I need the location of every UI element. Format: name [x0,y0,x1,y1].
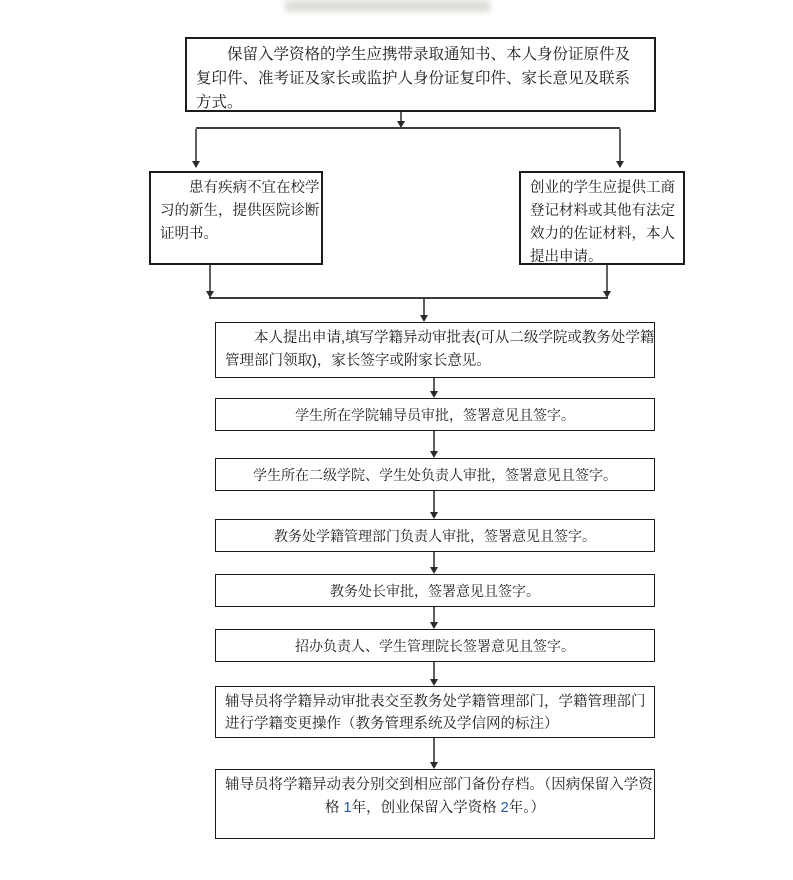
text-segment: 年，创业保留入学资格 [351,800,501,816]
box-dean-approval [215,574,655,607]
connector-line [433,431,435,451]
text-line: 教务处长审批，签署意见且签字。 [330,582,540,599]
text-line: 证明书。 [160,226,218,242]
connector-line [423,299,425,315]
text-line: 学生所在学院辅导员审批，签署意见且签字。 [295,406,575,423]
connector-line [619,129,621,161]
text-line [225,797,645,820]
arrowhead-icon [430,512,438,519]
connector-line [196,127,620,129]
connector-line [195,129,197,161]
box-status-change-operation [215,686,655,738]
box-admissions-sign [215,629,655,662]
connector-line [433,491,435,512]
text-line: 习的新生，提供医院诊断 [160,203,320,219]
box-college-approval [215,458,655,491]
arrowhead-icon [192,161,200,168]
arrowhead-icon [430,391,438,398]
text-segment: 年。） [508,800,545,816]
text-line: 学生所在二级学院、学生处负责人审批，签署意见且签字。 [253,466,617,483]
text-line: 保留入学资格的学生应携带录取通知书、本人身份证原件及 [227,46,631,63]
text-line: 效力的佐证材料，本人 [530,226,675,242]
arrowhead-icon [430,622,438,629]
box-archive-filing [215,769,655,839]
text-line: 辅导员将学籍异动表分别交到相应部门备份存档。（因病保留入学资 [225,777,653,793]
box-registrar-dept-approval [215,519,655,552]
connector-line [606,265,608,291]
text-line: 方式。 [196,94,243,111]
text-segment: 格 [325,800,344,816]
connector-line [209,265,211,291]
connector-line [433,607,435,622]
connector-line [433,738,435,762]
connector-line [433,552,435,567]
year-count-2: 2 [500,800,509,816]
text-line: 进行学籍变更操作（教务管理系统及学信网的标注） [225,716,559,732]
arrowhead-icon [430,451,438,458]
connector-line [433,378,435,391]
text-line: 患有疾病不宜在校学 [189,180,320,196]
text-line: 创业的学生应提供工商 [530,180,675,196]
box-submit-application [215,322,655,378]
year-count-1: 1 [343,800,352,816]
text-line: 登记材料或其他有法定 [530,203,675,219]
arrowhead-icon [430,762,438,769]
box-intro-requirements [185,37,656,112]
arrowhead-icon [430,679,438,686]
text-line: 教务处学籍管理部门负责人审批，签署意见且签字。 [274,527,596,544]
connector-line [209,297,608,299]
connector-line [433,662,435,679]
text-line: 复印件、准考证及家长或监护人身份证复印件、家长意见及联系 [196,70,631,87]
arrowhead-icon [430,567,438,574]
text-line: 辅导员将学籍异动审批表交至教务处学籍管理部门，学籍管理部门 [225,694,646,710]
arrowhead-icon [420,315,428,322]
text-line: 提出申请。 [530,249,603,265]
box-startup-case [519,171,685,265]
text-line: 本人提出申请,填写学籍异动审批表(可从二级学院或教务处学籍 [254,330,655,346]
arrowhead-icon [616,161,624,168]
cropped-title-remnant [285,0,490,12]
box-counselor-approval [215,398,655,431]
text-line: 管理部门领取)，家长签字或附家长意见。 [225,353,491,369]
box-illness-case [149,171,323,265]
text-line: 招办负责人、学生管理院长签署意见且签字。 [295,637,575,654]
